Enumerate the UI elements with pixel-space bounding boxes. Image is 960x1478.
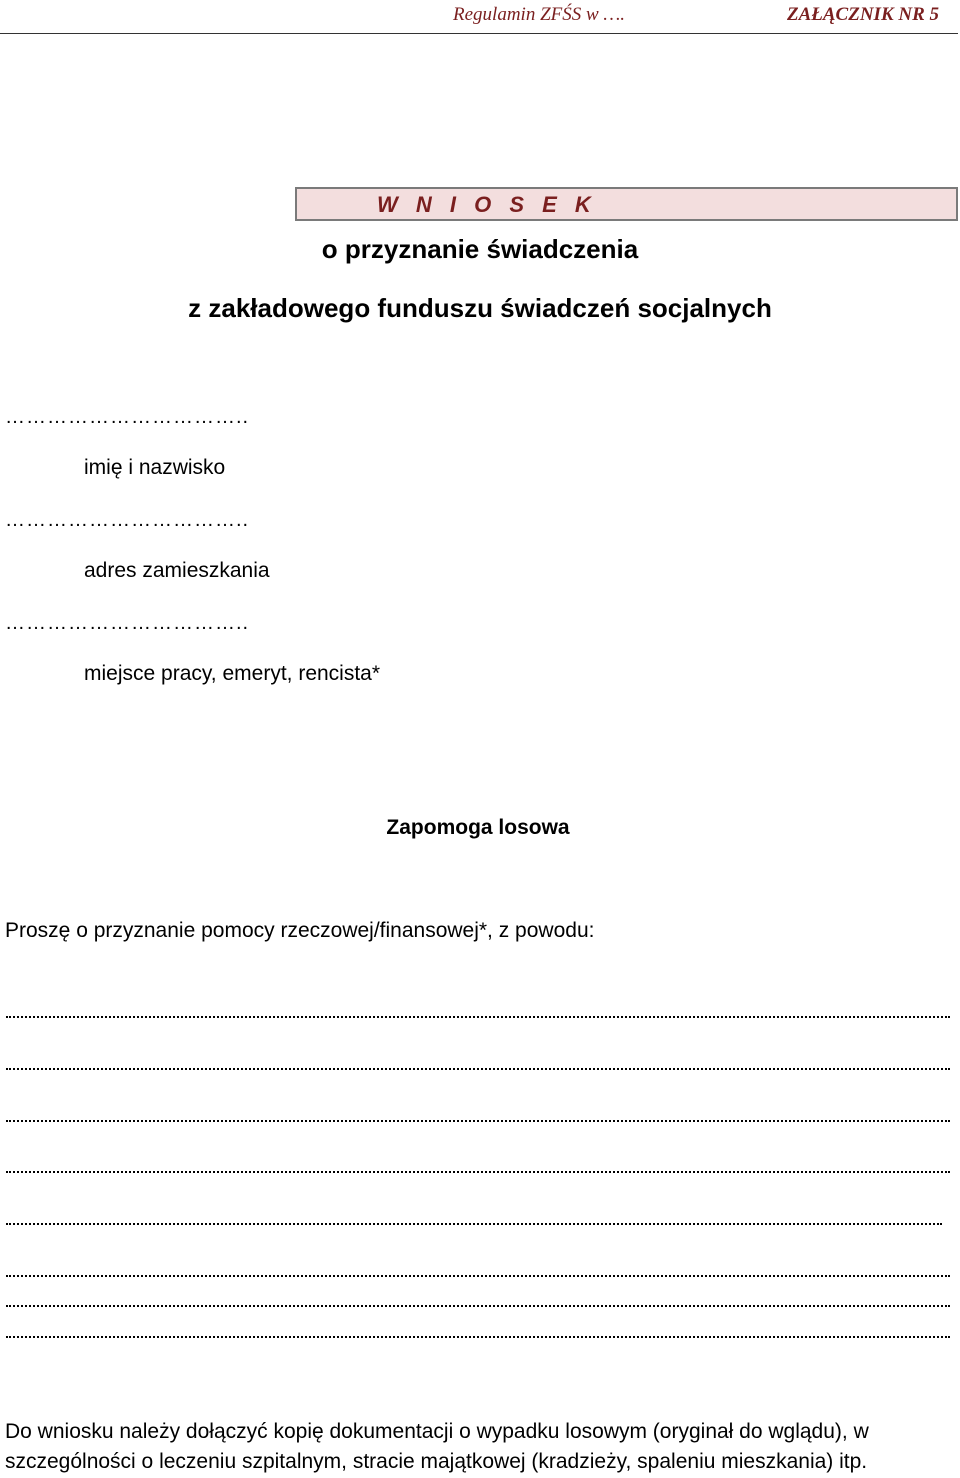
request-text: Proszę o przyznanie pomocy rzeczowej/finansowej*, z powodu:	[5, 919, 595, 942]
reason-line-8[interactable]	[6, 1336, 950, 1338]
reason-line-1[interactable]	[6, 1016, 950, 1018]
reason-line-7[interactable]	[6, 1305, 950, 1307]
reason-line-3[interactable]	[6, 1120, 950, 1122]
workplace-field-blank[interactable]: ……………………………..	[5, 612, 250, 634]
name-field-blank[interactable]: ……………………………..	[5, 406, 250, 428]
header-attachment-number: ZAŁĄCZNIK NR 5	[787, 4, 940, 25]
header-regulation-title: Regulamin ZFŚS w ….	[453, 4, 626, 25]
name-field-label: imię i nazwisko	[84, 456, 226, 479]
footer-note-line-2: szczególności o leczeniu szpitalnym, stracie majątkowej (kradzieży, spaleniu mieszkania) itp.	[5, 1450, 868, 1473]
header-divider	[0, 33, 958, 34]
reason-line-5[interactable]	[6, 1223, 942, 1225]
reason-line-4[interactable]	[6, 1171, 950, 1173]
reason-line-2[interactable]	[6, 1068, 950, 1070]
footer-note-line-1: Do wniosku należy dołączyć kopię dokumentacji o wypadku losowym (oryginał do wglądu), w	[5, 1420, 869, 1443]
form-title: W N I O S E K	[377, 192, 597, 217]
section-title: Zapomoga losowa	[386, 816, 570, 839]
form-subtitle-line-1: o przyznanie świadczenia	[321, 234, 639, 264]
address-field-label: adres zamieszkania	[84, 559, 270, 582]
reason-line-6[interactable]	[6, 1275, 950, 1277]
form-subtitle-line-2: z zakładowego funduszu świadczeń socjalnych	[188, 293, 772, 323]
workplace-field-label: miejsce pracy, emeryt, rencista*	[84, 662, 381, 685]
address-field-blank[interactable]: ……………………………..	[5, 509, 250, 531]
form-title-box	[295, 187, 958, 221]
